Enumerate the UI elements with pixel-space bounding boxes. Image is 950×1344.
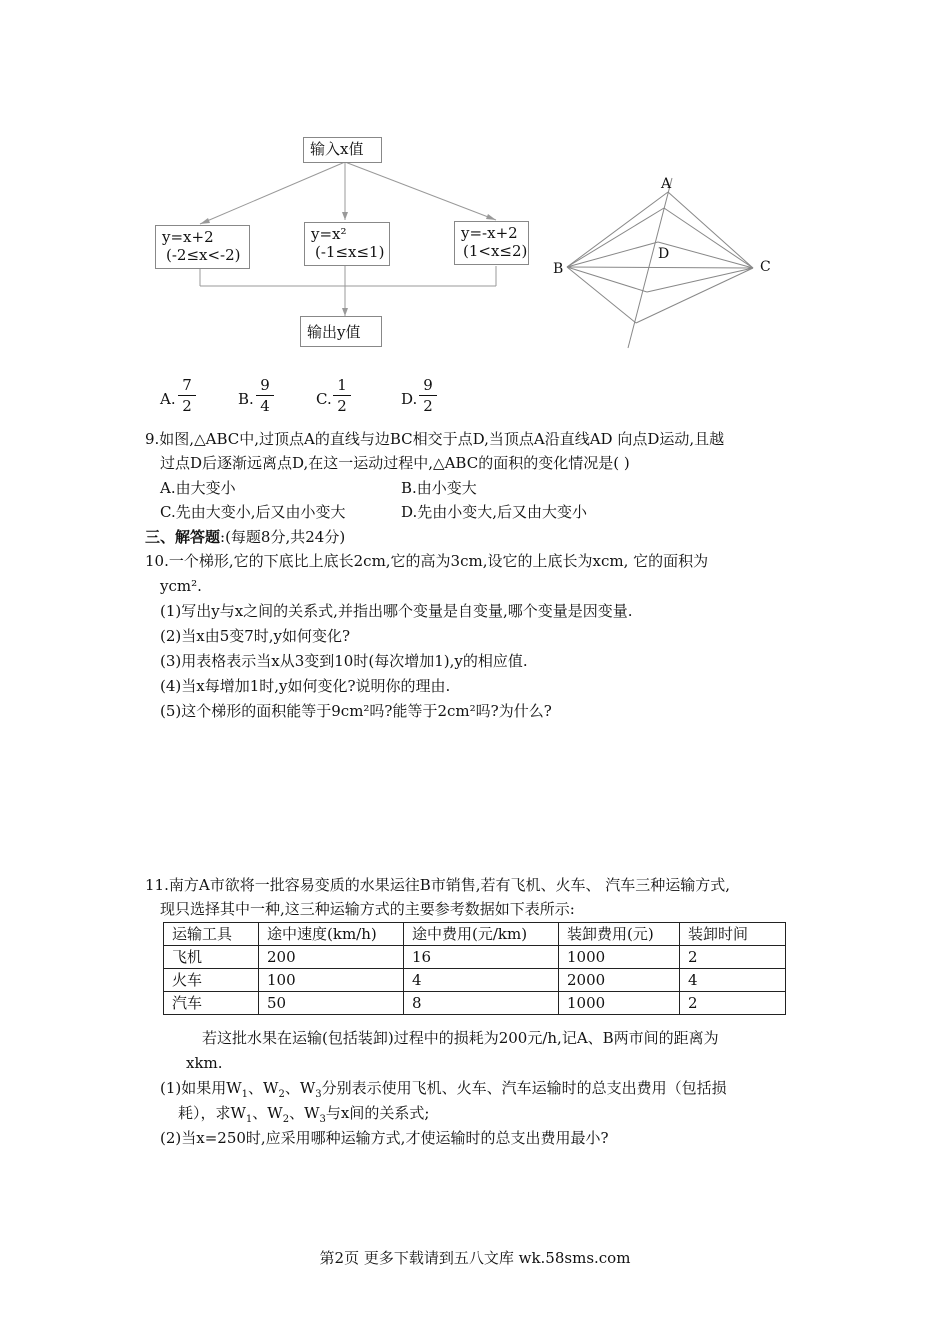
table-cell: 50 — [259, 992, 404, 1015]
q8-option-b-letter: B. — [238, 390, 254, 408]
q10-part-4: (4)当x每增加1时,y如何变化?说明你的理由. — [160, 677, 451, 695]
table-cell: 2000 — [559, 969, 680, 992]
table-cell: 100 — [259, 969, 404, 992]
q8-option-a-letter: A. — [160, 390, 176, 408]
q11-part-1-line-2 — [178, 1103, 429, 1130]
table-cell: 4 — [404, 969, 559, 992]
q10-part-2: (2)当x由5变7时,y如何变化? — [160, 627, 351, 645]
table-header-cell: 途中费用(元/km) — [404, 923, 559, 946]
table-cell: 2 — [680, 946, 786, 969]
branch3-formula: y=-x+2 — [461, 224, 518, 242]
q11-p1-sep-a: 、W — [248, 1079, 279, 1097]
branch1-condition: (-2≤x<-2) — [166, 246, 241, 264]
table-header-cell: 途中速度(km/h) — [259, 923, 404, 946]
q10-part-3: (3)用表格表示当x从3变到10时(每次增加1),y的相应值. — [160, 652, 528, 670]
branch3-condition: (1<x≤2) — [463, 242, 528, 260]
table-row — [164, 946, 786, 969]
q11-p1-sep-c: 、W — [252, 1104, 283, 1122]
page-footer: 第2页 更多下载请到五八文库 wk.58sms.com — [319, 1249, 631, 1267]
q9-line-1: 9.如图,△ABC中,过顶点A的直线与边BC相交于点D,当顶点A沿直线AD 向点D运动,且越 — [145, 430, 725, 448]
fraction-bar — [178, 395, 196, 396]
branch2-formula: y=x² — [311, 225, 347, 243]
table-cell: 飞机 — [164, 946, 259, 969]
q11-part-1-line-1 — [160, 1078, 727, 1105]
table-cell: 16 — [404, 946, 559, 969]
point-c-label: C — [760, 259, 771, 275]
section-title: 三、解答题 — [145, 528, 221, 546]
subscript-3: 3 — [319, 1114, 326, 1125]
output-label: 输出y值 — [307, 323, 361, 341]
q11-line-1: 11.南方A市欲将一批容易变质的水果运往B市销售,若有飞机、火车、 汽车三种运输方式, — [145, 876, 731, 894]
q8-option-b-fraction — [256, 376, 274, 415]
q9-option-a: A.由大变小 — [160, 479, 236, 497]
table-cell: 1000 — [559, 992, 680, 1015]
table-cell: 汽车 — [164, 992, 259, 1015]
q10-part-1: (1)写出y与x之间的关系式,并指出哪个变量是自变量,哪个变量是因变量. — [160, 602, 633, 620]
flowchart-branch1-box — [155, 225, 250, 269]
fraction-numerator: 1 — [337, 376, 347, 394]
table-header-row — [164, 923, 786, 946]
fraction-numerator: 9 — [260, 376, 270, 394]
section-heading — [145, 527, 345, 547]
fraction-denominator: 4 — [260, 397, 270, 415]
fraction-bar — [333, 395, 351, 396]
q8-option-c-letter: C. — [316, 390, 332, 408]
input-label: 输入x值 — [310, 140, 364, 158]
table-cell: 火车 — [164, 969, 259, 992]
fraction-bar — [419, 395, 437, 396]
transport-table — [163, 922, 786, 1015]
q11-p1-text-b: 分别表示使用飞机、火车、汽车运输时的总支出费用（包括损 — [321, 1079, 727, 1097]
fraction-numerator: 7 — [182, 376, 192, 394]
fraction-bar — [256, 395, 274, 396]
table-header-cell: 运输工具 — [164, 923, 259, 946]
subscript-3: 3 — [315, 1089, 322, 1100]
q11-p1-sep-b: 、W — [284, 1079, 316, 1097]
q9-line-2: 过点D后逐渐远离点D,在这一运动过程中,△ABC的面积的变化情况是( ) — [160, 454, 630, 472]
q11-after-line-1: 若这批水果在运输(包括装卸)过程中的损耗为200元/h,记A、B两市间的距离为 — [202, 1029, 719, 1047]
subscript-1: 1 — [241, 1089, 249, 1100]
subscript-1: 1 — [245, 1114, 253, 1125]
q9-option-c: C.先由大变小,后又由小变大 — [160, 503, 346, 521]
q11-p1-text-d: 与x间的关系式; — [325, 1104, 430, 1122]
q8-option-d-fraction — [419, 376, 437, 415]
flowchart-output-box — [300, 316, 382, 347]
flowchart-branch2-box — [304, 222, 390, 266]
q10-line-1: 10.一个梯形,它的下底比上底长2cm,它的高为3cm,设它的上底长为xcm, 它的面积为 — [145, 552, 709, 570]
flowchart-branch3-box — [454, 221, 529, 265]
table-header-cell: 装卸时间 — [680, 923, 786, 946]
q11-p1-text-a: (1)如果用W — [160, 1079, 242, 1097]
point-d-label: D — [658, 246, 670, 262]
q11-p1-sep-d: 、W — [289, 1104, 320, 1122]
q8-option-c-fraction — [333, 376, 351, 415]
q10-part-5: (5)这个梯形的面积能等于9cm²吗?能等于2cm²吗?为什么? — [160, 702, 552, 720]
q11-after-line-2: xkm. — [186, 1054, 223, 1072]
fraction-numerator: 9 — [423, 376, 433, 394]
q11-part-2: (2)当x=250时,应采用哪种运输方式,才使运输时的总支出费用最小? — [160, 1129, 609, 1147]
table-cell: 1000 — [559, 946, 680, 969]
q11-line-2: 现只选择其中一种,这三种运输方式的主要参考数据如下表所示: — [160, 900, 575, 918]
table-row — [164, 969, 786, 992]
table-header-cell: 装卸费用(元) — [559, 923, 680, 946]
q11-p1-text-c: 耗），求W — [178, 1104, 246, 1122]
fraction-denominator: 2 — [423, 397, 433, 415]
table-row — [164, 992, 786, 1015]
flowchart-arrows — [0, 0, 950, 400]
point-a-label: A — [661, 176, 672, 192]
flowchart-input-box — [303, 137, 382, 163]
q9-option-b: B.由小变大 — [401, 479, 477, 497]
table-cell: 200 — [259, 946, 404, 969]
section-note: :(每题8分,共24分) — [220, 528, 346, 546]
point-b-label: B — [553, 261, 564, 277]
q10-line-2: ycm². — [160, 577, 202, 595]
branch2-condition: (-1≤x≤1) — [315, 243, 385, 261]
table-cell: 2 — [680, 992, 786, 1015]
fraction-denominator: 2 — [182, 397, 192, 415]
subscript-2: 2 — [282, 1114, 290, 1125]
q9-option-d: D.先由小变大,后又由大变小 — [401, 503, 588, 521]
table-cell: 8 — [404, 992, 559, 1015]
q8-option-d-letter: D. — [401, 390, 418, 408]
q8-option-a-fraction — [178, 376, 196, 415]
subscript-2: 2 — [278, 1089, 285, 1100]
branch1-formula: y=x+2 — [162, 228, 214, 246]
table-cell: 4 — [680, 969, 786, 992]
fraction-denominator: 2 — [337, 397, 347, 415]
